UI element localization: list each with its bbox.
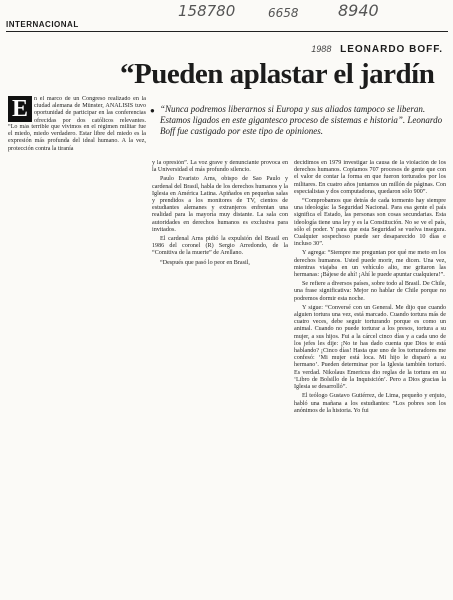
column-3-para-6: El teólogo Gustavo Gutiérrez, de Lima, pequeño y enjuto, habló una mañana a los estudiantes: “Los pobres son los anónimos de la historia. Yo fui (294, 393, 446, 414)
column-3-para-4: Se refiere a diversos países, sobre todo al Brasil. De Chile, una frase significativa: Mejor no hablar de Chile porque no podremos dormir esta noche. (294, 281, 446, 302)
handwritten-ref-3: 8940 (338, 1, 379, 20)
section-label: INTERNACIONAL (6, 20, 79, 29)
column-1-opening: n el marco de un Congreso realizado en la ciudad alemana de Münster, ANALISIS tuvo oportunidad de participar en las conferencias ofrecidas por dos católicos relevantes. (34, 96, 146, 124)
column-3-para-2: “Comprobamos que detrás de cada tormento hay siempre una ideología: la Seguridad Nacional. Para esa gente el país significa el Estado, las personas son cosas secundarias. Esta ideología tiene una ley y es la Constitución. No se ve el país, sólo el poder. Y para que esta Seguridad se vuelva insegura. Cualquier sospechoso puede ser desaparecido 10 días e incluso 30”. (294, 198, 446, 248)
pull-quote: “Nunca podremos liberarnos si Europa y sus aliados tampoco se liberan. Estamos ligados en este gigantesco proceso de sistemas e historia”. Leonardo Boff fue castigado por este tipo de opiniones. (160, 104, 443, 136)
handwritten-ref-1: 158780 (178, 2, 236, 20)
drop-cap: E (8, 96, 32, 122)
article-column-2 (152, 160, 288, 594)
header-rule (6, 31, 448, 32)
pullquote-bullet: ● (150, 106, 155, 115)
headline: “Pueden aplastar el jardín (120, 58, 435, 90)
article-column-1 (34, 96, 146, 124)
column-3-para-3: Y agrega: “Siempre me preguntan por qué me meto en los derechos humanos. Usted puede morir, me dicen. Una vez, mientras viajaba en un vehículo alto, me gritaron las hermanas: ¡Bájese de ahí! ¡Ahí le puede apuntar cualquiera!”. (294, 250, 446, 279)
column-3-para-1: decidimos en 1979 investigar la causa de la violación de los derechos humanos. Copiamos 707 procesos de gente que con el valor de contar la forma en que fueron torturados por los militares. En cuatro años juntamos un millón de páginas. Con especialistas y dos computadoras, quedaron sólo 900”. (294, 160, 446, 195)
column-3-para-5: Y sigue: “Conversé con un General. Me dijo que cuando alguien tortura una vez, está marcado. Cuando tortura más de cuatro veces, debe seguir torturando porque es como un animal. Cuando no puede torturar a los presos, tortura a su mujer, a sus hijos. Fui a la cárcel cinco días y a cada uno de los jefes les dije: ¡No te has dado cuenta que Dios te está hablando? ¡Cinco días! Hasta que uno de los torturadores me confesó: ‘Mi mujer está loca. Mi hijo le disparó a su hermano’. Pueden determinar por la Iglesia también torturó. Es verdad. Nikolaus Emericus dio reglas de la tortura en su ‘Libro de Bolsillo de la Inquisición’. Pero a Dios gracias la Iglesia se desarrolló”. (294, 304, 446, 391)
byline-author: LEONARDO BOFF. (340, 44, 443, 55)
handwritten-ref-2: 6658 (268, 6, 299, 20)
byline-year: 1988 (311, 44, 332, 54)
column-2-para-2: Paulo Evaristo Arns, obispo de Sao Paulo y cardenal del Brasil, habla de los derechos humanos y la Iglesia en América Latina. Apiñados en pequeñas salas y prendidos a los monitores de TV, cientos de estudiantes alemanes y extranjeros enfrentan una realidad para la mayoría muy distante. La sala con autoridades en derechos humanos es exclusiva para invitados. (152, 176, 288, 233)
article-column-1-cont (8, 124, 146, 594)
column-2-para-1: y la opresión”. La voz grave y denunciante provoca en la Universidad el más profundo silencio. (152, 160, 288, 174)
column-2-para-4: “Después que pasó lo peor en Brasil, (160, 259, 250, 266)
column-1-para: “Lo más terrible que vivimos en el régimen militar fue el miedo, miedo verdadero. Estar libre del miedo es la expresión más profunda del ideal humano. A la vez, protección contra la tiranía (8, 124, 146, 152)
byline (311, 44, 443, 55)
column-2-para-3: El cardenal Arns pidió la expulsión del Brasil en 1986 del coronel (R) Sergio Arredondo, de la “Comitiva de la muerte” de Arellano. (152, 236, 288, 257)
article-column-3 (294, 160, 446, 596)
